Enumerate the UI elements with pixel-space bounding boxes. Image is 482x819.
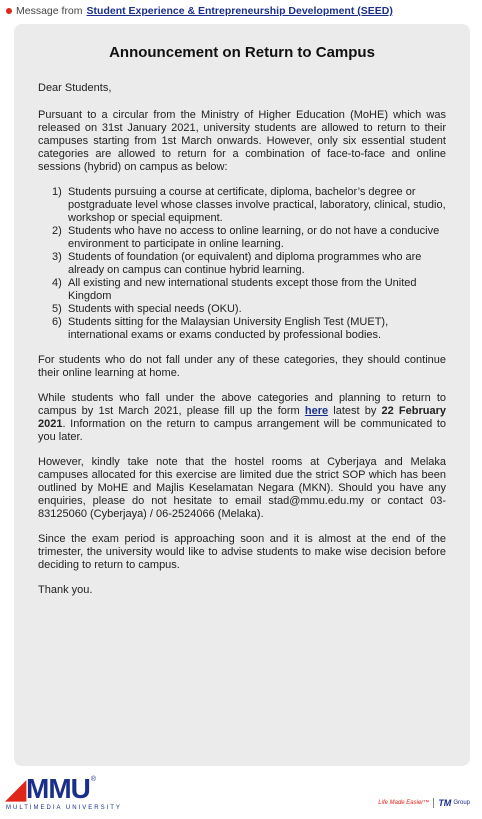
mmu-logo-mark [6,773,136,804]
announcement-card [14,24,470,766]
mmu-logo-letters: MMU [26,773,90,804]
tm-tagline: Life Made Easier™ [378,800,430,806]
category-text: Students with special needs (OKU). [68,303,242,315]
category-item [52,316,446,342]
hostel-paragraph: However, kindly take note that the hostel rooms at Cyberjaya and Melaka campuses allocated for this exercise are limited due the strict SOP which has been outlined by MoHE and Majlis Keselamatan Negara (MKN). Should you have any enquiries, please do not hesitate to email stad@mmu.edu.my or contact 03-83125060 (Cyberjaya) / 06-2524066 (Melaka). [38,456,446,520]
category-text: Students who have no access to online learning, or do not have a conducive environment to participate in online learning. [68,225,440,250]
tm-group-logo [378,798,470,808]
tm-divider [433,798,434,808]
message-header [0,0,482,22]
intro-paragraph: Pursuant to a circular from the Ministry of Higher Education (MoHE) which was released on 31st January 2021, university students are allowed to return to their campuses starting from 1st March onwards. However, only six essential student categories are allowed to return for a combination of face-to-face and online sessions (hybrid) on campus as below: [38,109,446,173]
form-text-pre: While students who fall under the above categories and planning to return to campus by 1st March 2021, please fill up the form [38,392,446,417]
category-number: 2) [52,225,62,237]
category-number: 4) [52,277,62,289]
mmu-logo [6,773,136,816]
mmu-logo-swoosh-icon: ◢ [6,774,26,804]
greeting: Dear Students, [38,82,112,94]
tm-mark: TM [438,798,452,808]
category-number: 3) [52,251,62,263]
bullet-dot-icon [6,8,12,14]
category-item [52,303,446,316]
form-text-post: . Information on the return to campus arrangement will be communicated to you later. [38,418,446,443]
category-item [52,251,446,277]
category-text: Students pursuing a course at certificate, diploma, bachelor’s degree or postgraduate level whose classes involve practical, laboratory, clinical, studio, workshop or special equipment. [68,186,446,224]
footer [0,770,482,819]
non-category-paragraph: For students who do not fall under any of these categories, they should continue their online learning at home. [38,354,446,379]
announcement-body [38,82,446,597]
category-number: 1) [52,186,62,198]
category-text: All existing and new international students except those from the United Kingdom [68,277,417,302]
message-prefix: Message from [16,5,83,17]
category-number: 6) [52,316,62,328]
category-number: 5) [52,303,62,315]
registered-mark: ® [90,776,97,783]
closing-line: Thank you. [38,584,93,596]
form-text-mid: latest by [328,405,382,417]
announcement-title: Announcement on Return to Campus [109,44,375,61]
form-deadline: 22 February 2021 [38,405,446,430]
category-text: Students sitting for the Malaysian University English Test (MUET), international exams or exams conducted by professional bodies. [68,316,389,341]
category-item [52,277,446,303]
form-here-link[interactable]: here [304,405,329,417]
category-list [38,186,446,342]
category-item [52,225,446,251]
form-paragraph [38,392,446,444]
category-item [52,186,446,225]
seed-org-link[interactable]: Student Experience & Entrepreneurship Development (SEED) [86,5,393,17]
exam-paragraph: Since the exam period is approaching soon and it is almost at the end of the trimester, the university would like to advise students to make wise decision before deciding to return to campus. [38,533,446,571]
category-text: Students of foundation (or equivalent) and diploma programmes who are already on campus can continue hybrid learning. [68,251,422,276]
mmu-logo-subtitle: MULTIMEDIA UNIVERSITY [6,805,122,811]
tm-group-word: Group [453,800,470,806]
